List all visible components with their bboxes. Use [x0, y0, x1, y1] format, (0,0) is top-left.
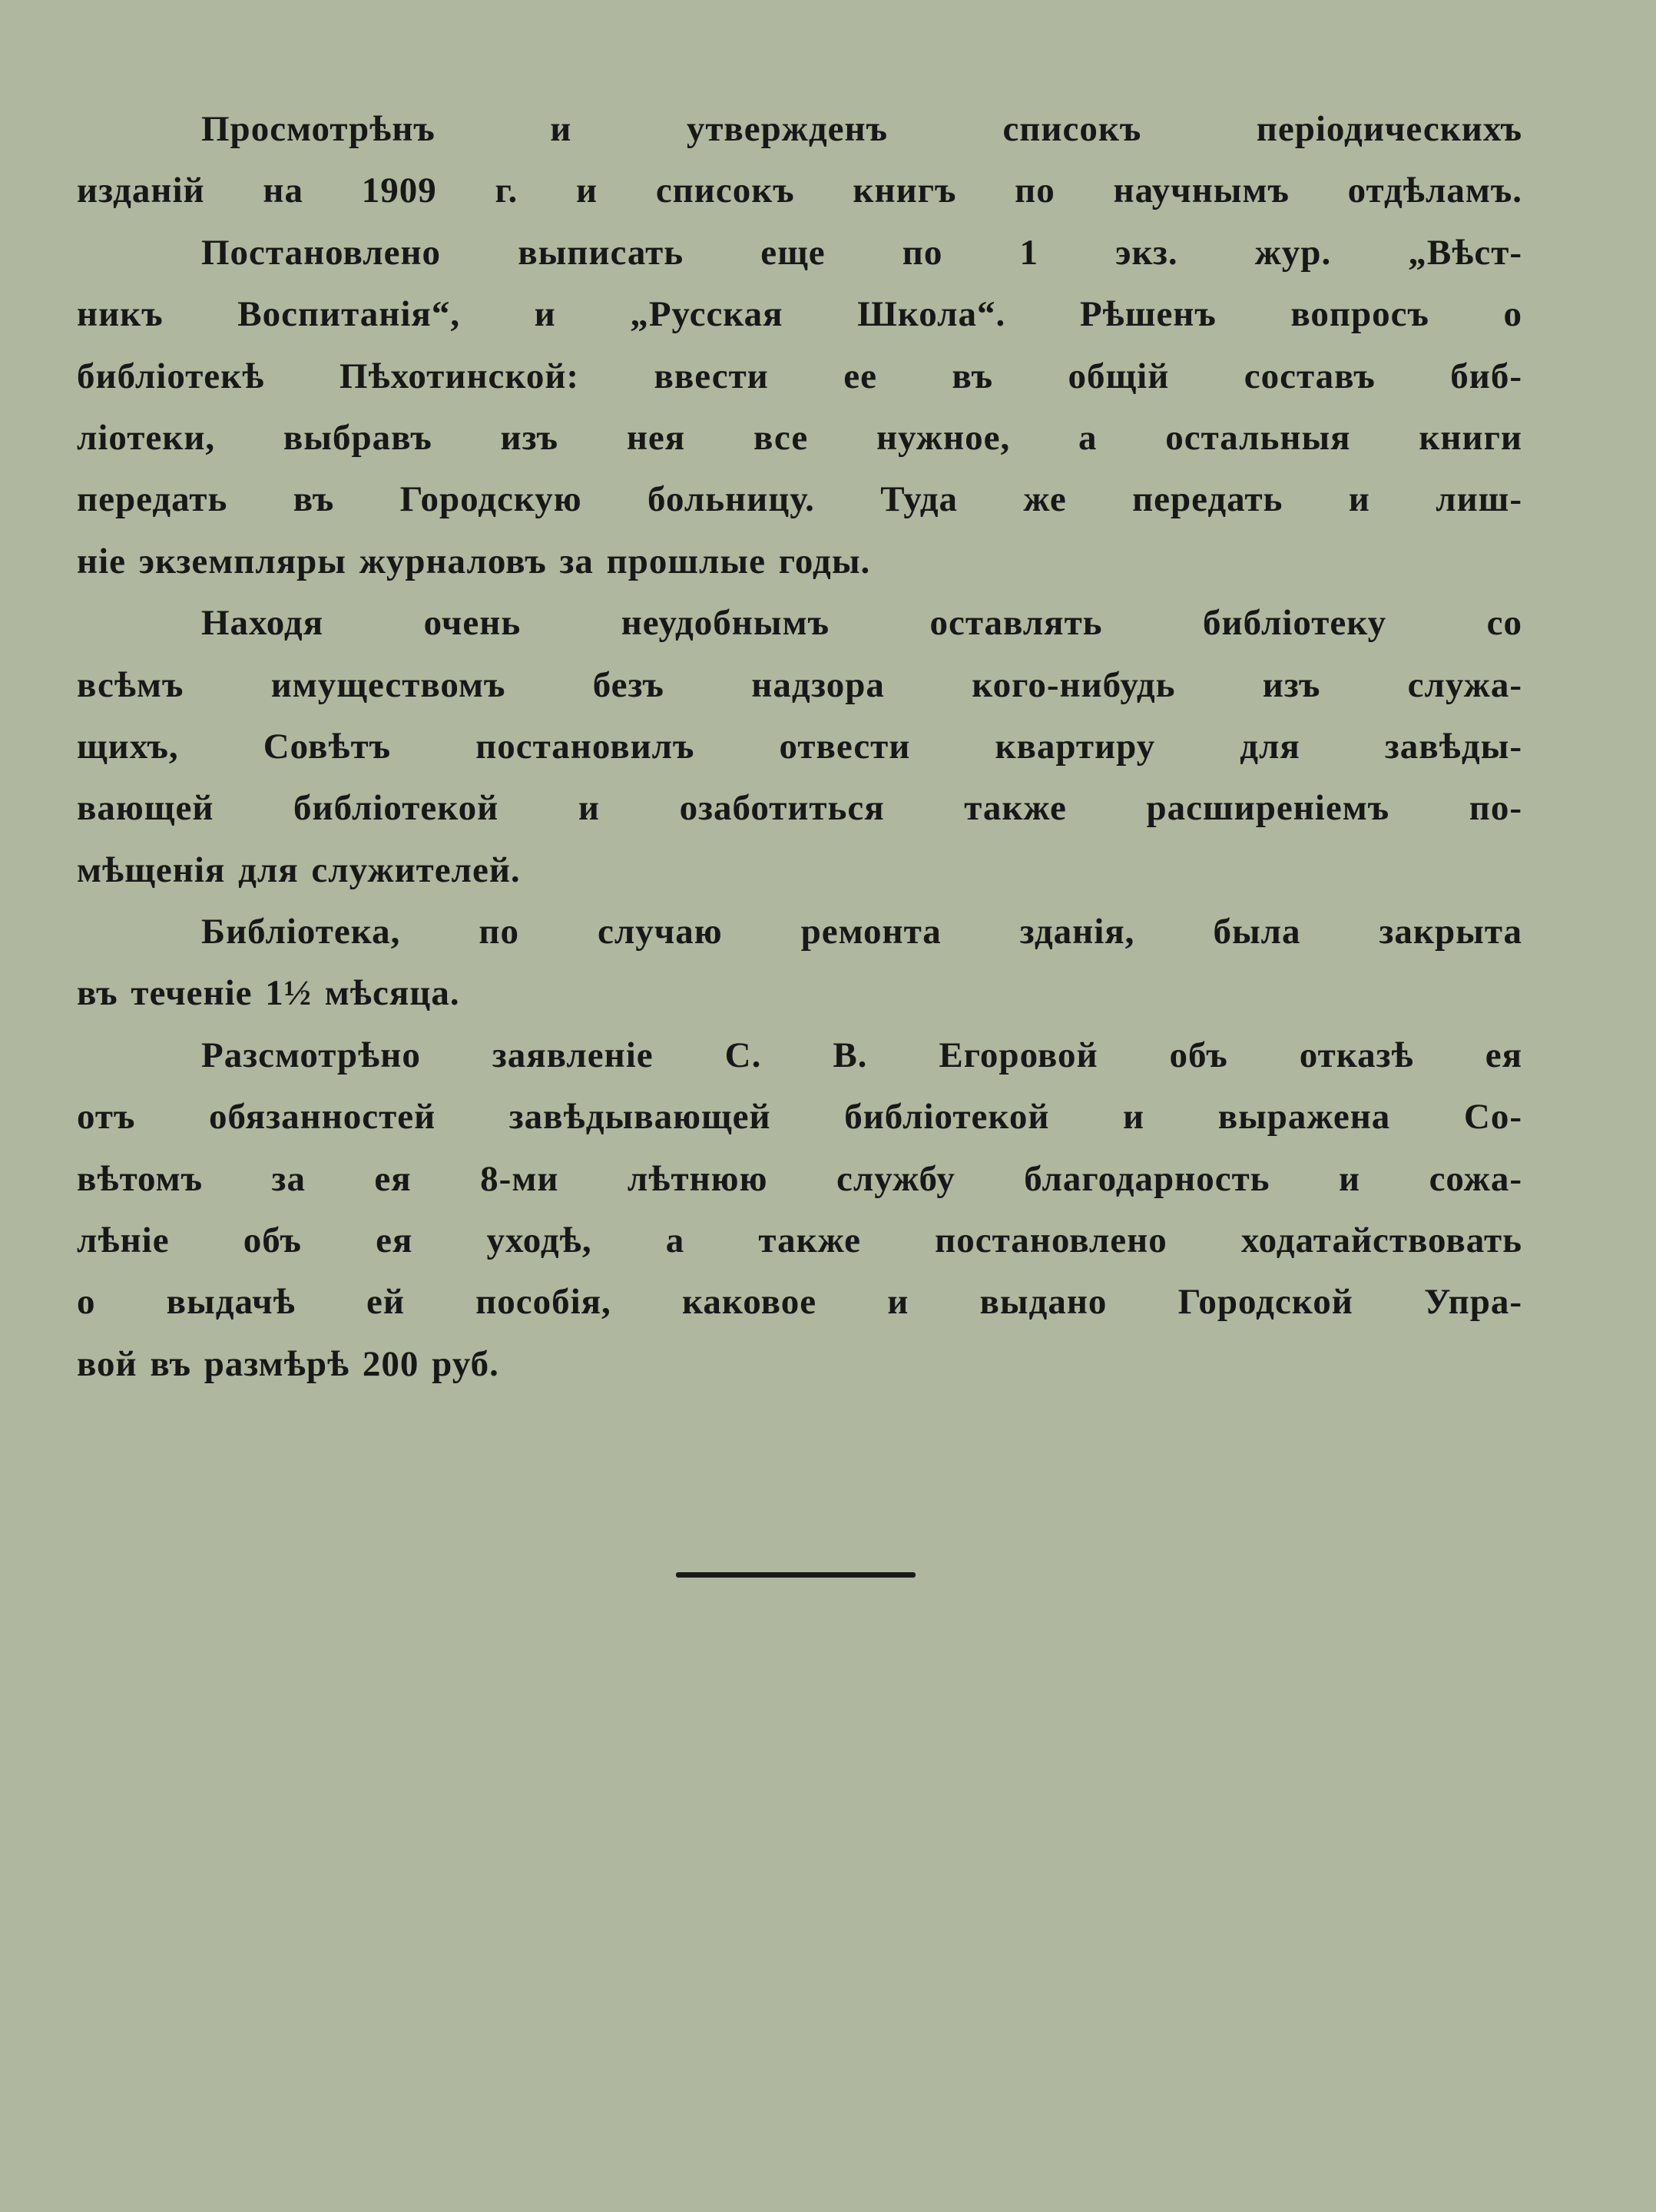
paragraph-line: лѣніе объ ея уходѣ, а также постановлено ходатайствовать	[77, 1220, 1522, 1261]
paragraph-line: ліотеки, выбравъ изъ нея все нужное, а остальныя книги	[77, 417, 1522, 458]
paragraph-line: отъ обязанностей завѣдывающей библіотекой и выражена Со-	[77, 1097, 1522, 1137]
paragraph-line: передать въ Городскую больницу. Туда же передать и лиш-	[77, 479, 1522, 520]
paragraph-line: Просмотрѣнъ и утвержденъ списокъ періодическихъ	[201, 109, 1522, 149]
paragraph-line: Постановлено выписать еще по 1 экз. жур. „Вѣст-	[201, 232, 1522, 273]
paragraph-line: въ теченіе 1½ мѣсяца.	[77, 973, 460, 1014]
paragraph-line: Находя очень неудобнымъ оставлять библіотеку со	[201, 603, 1522, 644]
section-divider-rule	[676, 1572, 916, 1578]
document-body	[77, 98, 1522, 1395]
paragraph-line: библіотекѣ Пѣхотинской: ввести ее въ общій составъ биб-	[77, 356, 1522, 396]
paragraph-line: мѣщенія для служителей.	[77, 849, 521, 890]
paragraph-line: всѣмъ имуществомъ безъ надзора кого-нибудь изъ служа-	[77, 664, 1522, 705]
paragraph-line: Разсмотрѣно заявленіе С. В. Егоровой объ отказѣ ея	[201, 1035, 1522, 1075]
paragraph-line: вой въ размѣрѣ 200 руб.	[77, 1343, 499, 1384]
paragraph-line: никъ Воспитанія“, и „Русская Школа“. Рѣшенъ вопросъ о	[77, 294, 1522, 335]
paragraph-line: ніе экземпляры журналовъ за прошлые годы.	[77, 541, 871, 581]
paragraph-line: вающей библіотекой и озаботиться также расширеніемъ по-	[77, 788, 1522, 829]
paragraph-line: вѣтомъ за ея 8-ми лѣтнюю службу благодарность и сожа-	[77, 1158, 1522, 1199]
paragraph-line: изданій на 1909 г. и списокъ книгъ по научнымъ отдѣламъ.	[77, 171, 1522, 211]
paragraph-line: о выдачѣ ей пособія, каковое и выдано Городской Упра-	[77, 1282, 1522, 1323]
paragraph-line: щихъ, Совѣтъ постановилъ отвести квартиру для завѣды-	[77, 726, 1522, 767]
paragraph-line: Библіотека, по случаю ремонта зданія, была закрыта	[201, 912, 1522, 952]
